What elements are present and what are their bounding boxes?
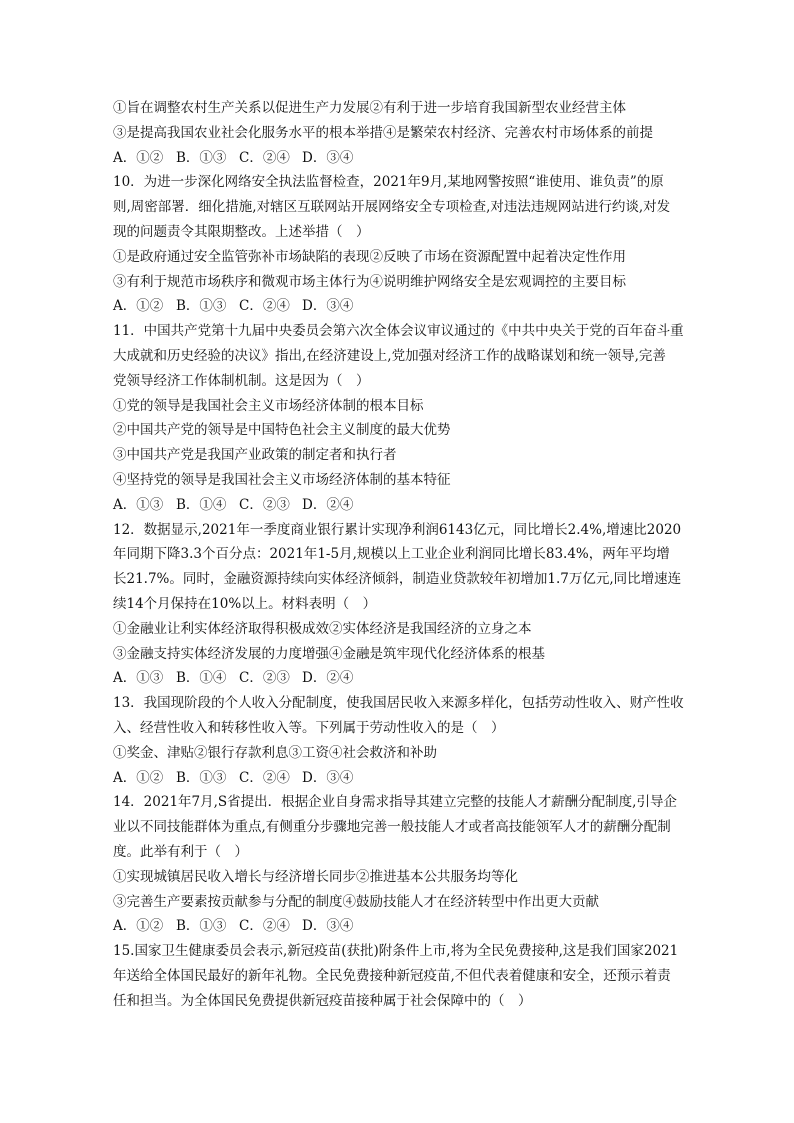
q11-options [113,493,703,518]
q10-option-a[interactable]: A．①② [113,298,164,315]
q12-statement-1-2: ①金融业让利实体经济取得积极成效②实体经济是我国经济的立身之本 [113,620,532,637]
q9-options [113,146,703,171]
q10-stem-line-1: 10．为进一步深化网络安全执法监督检查，2021年9月,某地网警按照“谁使用、谁负责”的原 [113,174,664,191]
q15-stem-line-3: 任和担当。为全体国民免费提供新冠疫苗接种属于社会保障中的（ ） [113,992,532,1009]
q11-option-c[interactable]: C．②③ [239,496,290,513]
q10-option-d[interactable]: D．③④ [302,298,354,315]
q9-statement-3-4: ③是提高我国农业社会化服务水平的根本举措④是繁荣农村经济、完善农村市场体系的前提 [113,124,653,141]
q12-stem-line-2: 年同期下降3.3个百分点：2021年1-5月,规模以上工业企业利润同比增长83.4%，两年平均增 [113,546,670,563]
q10-statement-3-4: ③有利于规范市场秩序和微观市场主体行为④说明维护网络安全是宏观调控的主要目标 [113,273,626,290]
q13-option-c[interactable]: C．②④ [239,769,290,786]
q13-option-b[interactable]: B．①③ [176,769,227,786]
q10-statement-1-2: ①是政府通过安全监管弥补市场缺陷的表现②反映了市场在资源配置中起着决定性作用 [113,248,626,265]
q13-stem-line-2: 入、经营性收入和转移性收入等。下列属于劳动性收入的是（ ） [113,719,505,736]
q11-option-a[interactable]: A．①③ [113,496,164,513]
q14-statement-3-4: ③完善生产要素按贡献参与分配的制度④鼓励技能人才在经济转型中作出更大贡献 [113,893,599,910]
q10-options [113,294,703,319]
q13-option-a[interactable]: A．①② [113,769,164,786]
q10-option-c[interactable]: C．②④ [239,298,290,315]
q11-option-d[interactable]: D．②④ [302,496,354,513]
q11-statement-4: ④坚持党的领导是我国社会主义市场经济体制的基本特征 [113,471,451,488]
q13-statements: ①奖金、津贴②银行存款利息③工资④社会救济和补助 [113,744,437,761]
q14-option-c[interactable]: C．②④ [239,918,290,935]
q12-option-d[interactable]: D．②④ [302,670,354,687]
q9-option-d[interactable]: D．③④ [302,149,354,166]
q14-options [113,914,703,939]
q13-option-d[interactable]: D．③④ [302,769,354,786]
q12-statement-3-4: ③金融支持实体经济发展的力度增强④金融是筑牢现代化经济体系的根基 [113,645,545,662]
q10-stem-line-2: 则,周密部署．细化措施,对辖区互联网站开展网络安全专项检查,对违法违规网站进行约谈,对发 [113,199,671,216]
q12-option-a[interactable]: A．①③ [113,670,164,687]
q11-stem-line-2: 大成就和历史经验的决议》指出,在经济建设上,党加强对经济工作的战略谋划和统一领导,完善 [113,347,666,364]
q14-stem-line-2: 业以不同技能群体为重点,有侧重分步骤地完善一般技能人才或者高技能领军人才的薪酬分配制 [113,819,671,836]
q12-stem-line-4: 续14个月保持在10%以上。材料表明（ ） [113,595,377,612]
q13-options [113,766,703,791]
q12-option-b[interactable]: B．①④ [176,670,227,687]
q12-options [113,666,703,691]
q9-statement-1-2: ①旨在调整农村生产关系以促进生产力发展②有利于进一步培育我国新型农业经营主体 [113,100,626,116]
q14-option-a[interactable]: A．①② [113,918,164,935]
q12-option-c[interactable]: C．②③ [239,670,290,687]
q9-option-b[interactable]: B．①③ [176,149,227,166]
q15-stem-line-1: 15.国家卫生健康委员会表示,新冠疫苗(获批)附条件上市,将为全民免费接种,这是我们国家2021 [113,943,679,960]
q11-statement-3: ③中国共产党是我国产业政策的制定者和执行者 [113,447,397,464]
q10-option-b[interactable]: B．①③ [176,298,227,315]
q11-statement-1: ①党的领导是我国社会主义市场经济体制的根本目标 [113,397,424,414]
q10-stem-line-3: 现的问题责令其限期整改。上述举措（ ） [113,223,370,240]
q11-statement-2: ②中国共产党的领导是中国特色社会主义制度的最大优势 [113,422,451,439]
q11-stem-line-3: 党领导经济工作体制机制。这是因为（ ） [113,372,370,389]
q14-statement-1-2: ①实现城镇居民收入增长与经济增长同步②推进基本公共服务均等化 [113,868,518,885]
q11-option-b[interactable]: B．①④ [176,496,227,513]
q13-stem-line-1: 13．我国现阶段的个人收入分配制度，使我国居民收入来源多样化，包括劳动性收入、财产性收 [113,695,684,712]
q14-option-d[interactable]: D．③④ [302,918,354,935]
exam-page [113,96,703,1013]
q14-option-b[interactable]: B．①③ [176,918,227,935]
q14-stem-line-1: 14．2021年7月,S省提出．根据企业自身需求指导其建立完整的技能人才薪酬分配制度,引导企 [113,794,677,811]
q15-stem-line-2: 年送给全体国民最好的新年礼物。全民免费接种新冠疫苗,不但代表着健康和安全，还预示着责 [113,967,671,984]
q9-option-c[interactable]: C．②④ [239,149,290,166]
q12-stem-line-3: 长21.7%。同时，金融资源持续向实体经济倾斜，制造业贷款较年初增加1.7万亿元,同比增速连 [113,571,682,588]
q12-stem-line-1: 12．数据显示,2021年一季度商业银行累计实现净利润6143亿元，同比增长2.4%,增速比2020 [113,521,682,538]
q11-stem-line-1: 11．中国共产党第十九届中央委员会第六次全体会议审议通过的《中共中央关于党的百年奋斗重 [113,323,684,340]
q14-stem-line-3: 度。此举有利于（ ） [113,843,248,860]
q9-option-a[interactable]: A．①② [113,149,164,166]
